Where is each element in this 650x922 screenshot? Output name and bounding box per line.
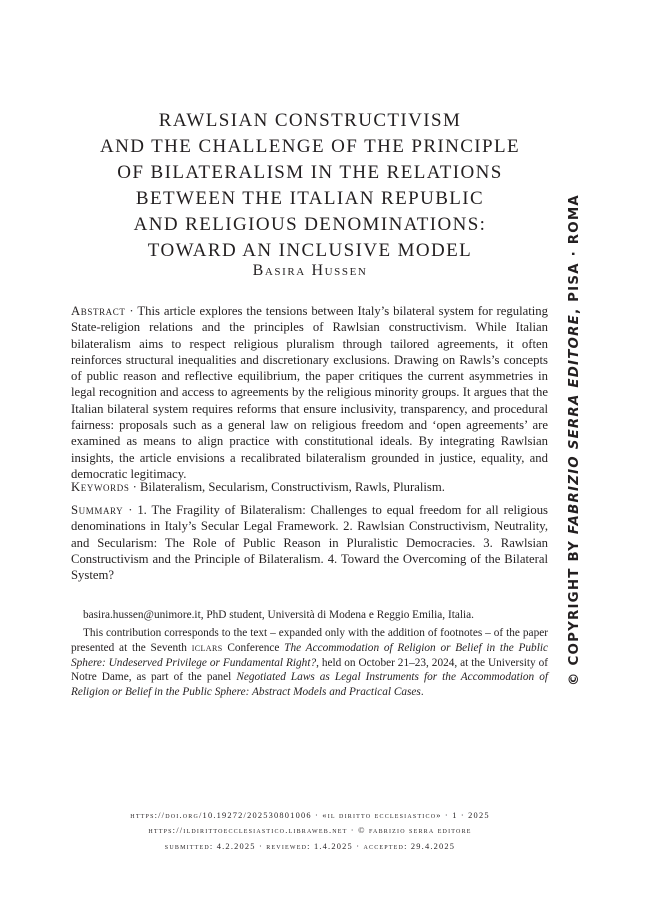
summary: [71, 502, 548, 583]
abstract: [71, 303, 548, 482]
footer-website-line: https://ildirittoecclesiastico.libraweb.net · © fabrizio serra editore: [148, 826, 472, 835]
keywords-label: Keywords: [71, 480, 130, 494]
contrib-iclars: iclars: [191, 641, 223, 654]
abstract-text: This article explores the tensions between Italy’s bilateral system for regulating State-religion relations and the principles of Rawlsian constructivism. While Italian bilateralism aims to respect religious pluralism through tailored agreements, it often reinforces structural inequalities and discretionary exclusions. Drawing on Rawls’s concepts of public reason and reflective equilibrium, the paper critiques the current asymmetries in legal recognition and access to agreements by the religious minority groups. It argues that the Italian bilateral system requires reforms that ensure inclusivity, transparency, and procedural fairness: proposals such as a general law on religious freedom and ‘open agreements’ are examined as means to align practice with constitutional ideals. By integrating Rawlsian insights, the article envisions a recalibrated bilateralism grounded in justice, equality, and democratic legitimacy.: [71, 304, 548, 481]
contribution-note: [71, 626, 548, 700]
copyright-pre: © COPYRIGHT BY: [567, 534, 582, 686]
contrib-text-mid1: Conference: [222, 641, 285, 654]
panel-title: Negotiated Laws as Legal Instruments for the Accommodation of Religion or Belief in the Public Sphere: Abstract Models and Practical Cases: [71, 671, 549, 699]
author-name-text: Basira Hussen: [252, 262, 368, 279]
abstract-label: Abstract: [71, 304, 126, 318]
article-title: [60, 108, 560, 264]
summary-label: Summary: [71, 503, 124, 517]
abstract-separator: ·: [125, 304, 138, 318]
author-email-affiliation: basira.hussen@unimore.it, PhD student, Università di Modena e Reggio Emilia, Italia.: [83, 609, 474, 621]
footer-doi-line: https://doi.org/10.19272/202530801006 · «il diritto ecclesiastico» · 1 · 2025: [130, 811, 490, 820]
copyright-vertical-notice: [565, 194, 585, 686]
copyright-publisher: FABRIZIO SERRA EDITORE: [567, 314, 582, 535]
title-line: AND RELIGIOUS DENOMINATIONS:: [133, 214, 487, 235]
title-line: AND THE CHALLENGE OF THE PRINCIPLE: [99, 136, 521, 157]
copyright-post: , PISA · ROMA: [567, 194, 582, 314]
title-line: BETWEEN THE ITALIAN REPUBLIC: [135, 188, 485, 209]
footer-dates-line: submitted: 4.2.2025 · reviewed: 1.4.2025 · accepted: 29.4.2025: [164, 842, 456, 851]
keywords: [71, 479, 548, 495]
title-line: RAWLSIAN CONSTRUCTIVISM: [158, 110, 462, 131]
contrib-text-end: .: [420, 686, 424, 699]
title-line: TOWARD AN INCLUSIVE MODEL: [147, 240, 473, 261]
author-affiliation-note: [71, 608, 548, 623]
contrib-text-pre: This contribution corresponds to the text – expanded only with the addition of footnotes – of the paper presented at the Seventh: [71, 627, 548, 654]
keywords-separator: ·: [129, 480, 141, 494]
keywords-text: Bilateralism, Secularism, Constructivism, Rawls, Pluralism.: [140, 480, 445, 494]
conference-title: The Accommodation of Religion or Belief in the Public Sphere: Undeserved Privilege or Fundamental Right?: [71, 641, 548, 669]
author-name: [60, 262, 560, 280]
summary-separator: ·: [123, 503, 138, 517]
title-line: OF BILATERALISM IN THE RELATIONS: [117, 162, 503, 183]
contrib-text-mid2: , held on October 21–23, 2024, at the University of Notre Dame, as part of the panel: [71, 656, 548, 684]
summary-text: 1. The Fragility of Bilateralism: Challenges to equal freedom for all religious denominations in Italy’s Secular Legal Framework. 2. Rawlsian Constructivism, Neutrality, and Secularism: The Role of Public Reason in Pluralistic Democracies. 3. Rawlsian Constructivism and the Principle of Bilateralism. 4. Toward the Overcoming of the Bilateral System?: [71, 503, 548, 583]
